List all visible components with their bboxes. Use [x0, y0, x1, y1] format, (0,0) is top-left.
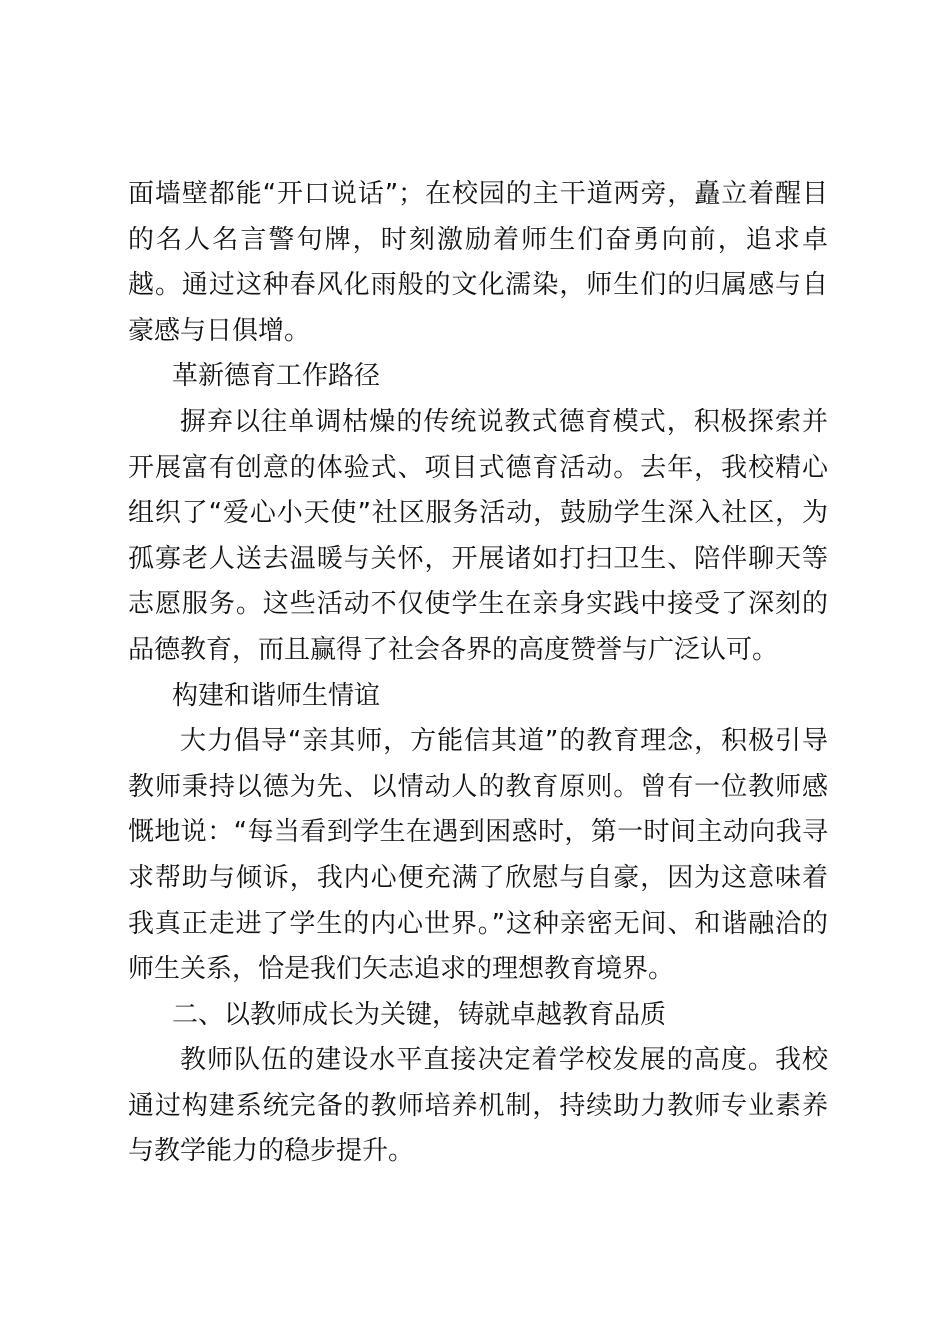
section-heading-teacher-growth: 二、以教师成长为关键，铸就卓越教育品质	[172, 999, 667, 1030]
document-body	[128, 172, 828, 1175]
paragraph-moral-education: 摒弃以往单调枯燥的传统说教式德育模式，积极探索并开展富有创意的体验式、项目式德育活动。去年，我校精心组织了“爱心小天使”社区服务活动，鼓励学生深入社区，为孤寡老人送去温暖与关怀，开展诸如打扫卫生、陪伴聊天等志愿服务。这些活动不仅使学生在亲身实践中接受了深刻的品德教育，而且赢得了社会各界的高度赞誉与广泛认可。	[128, 406, 828, 665]
paragraph-continuation: 面墙壁都能“开口说话”；在校园的主干道两旁，矗立着醒目的名人名言警句牌，时刻激励着师生们奋勇向前，追求卓越。通过这种春风化雨般的文化濡染，师生们的归属感与自豪感与日俱增。	[128, 179, 828, 346]
paragraph-teacher-growth: 教师队伍的建设水平直接决定着学校发展的高度。我校通过构建系统完备的教师培养机制，持续助力教师专业素养与教学能力的稳步提升。	[128, 1045, 828, 1167]
section-heading-moral-education: 革新德育工作路径	[172, 361, 381, 392]
section-heading-teacher-student: 构建和谐师生情谊	[172, 680, 381, 711]
paragraph-teacher-student: 大力倡导“亲其师，方能信其道”的教育理念，积极引导教师秉持以德为先、以情动人的教育原则。曾有一位教师感慨地说：“每当看到学生在遇到困惑时，第一时间主动向我寻求帮助与倾诉，我内心便充满了欣慰与自豪，因为这意味着我真正走进了学生的内心世界。”这种亲密无间、和谐融洽的师生关系，恰是我们矢志追求的理想教育境界。	[128, 726, 828, 985]
